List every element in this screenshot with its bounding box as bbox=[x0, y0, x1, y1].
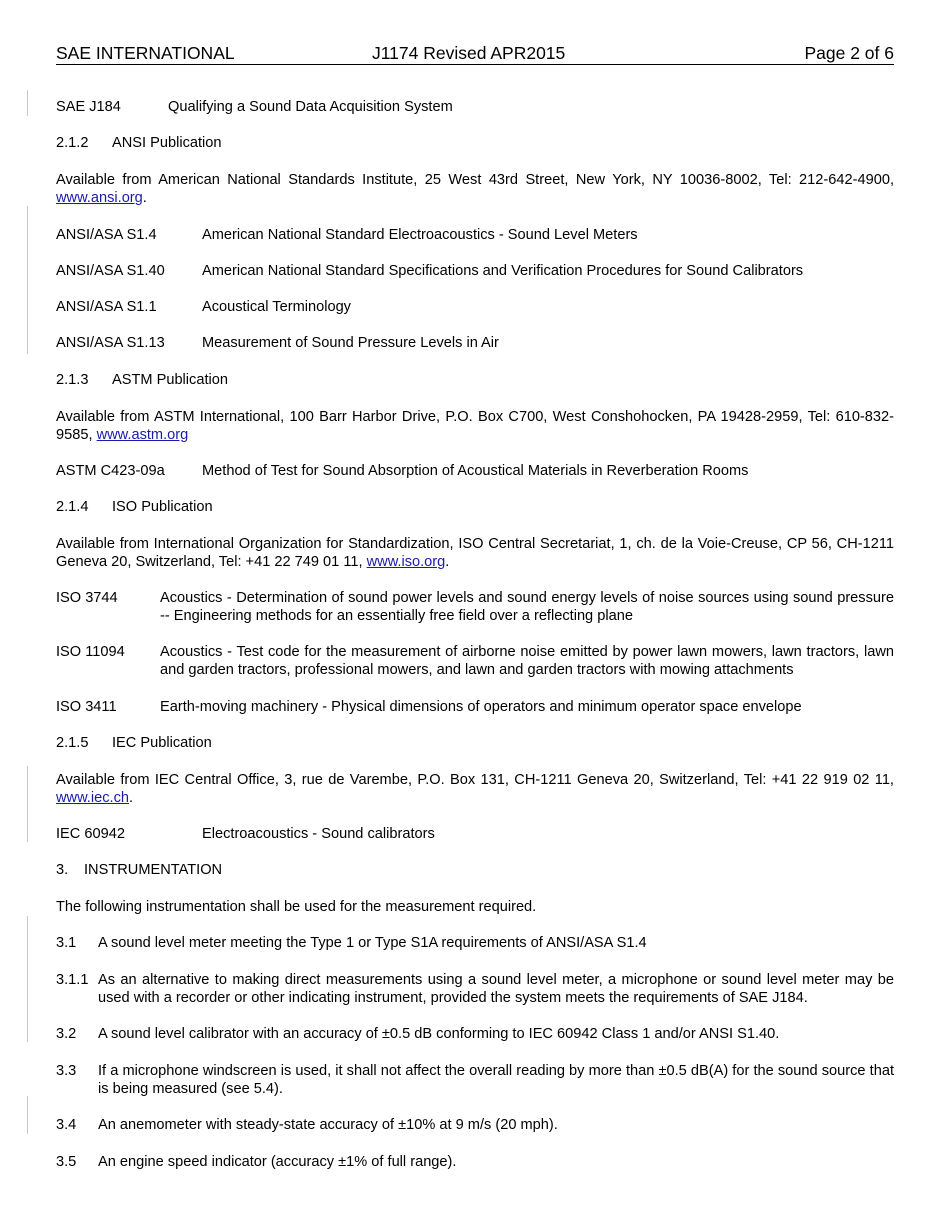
section-heading: ISO Publication bbox=[112, 499, 213, 515]
section-heading: ANSI Publication bbox=[112, 135, 222, 151]
ref-title: Measurement of Sound Pressure Levels in Air bbox=[202, 335, 499, 351]
availability-paragraph: Available from International Organization for Standardization, ISO Central Secretariat, 1, ch. de la Voie-Creuse, CP 56, CH-1211 Geneva 20, Switzerland, Tel: +41 22 749 01 11, www.iso.org. bbox=[56, 536, 894, 570]
ref-title: Method of Test for Sound Absorption of Acoustical Materials in Reverberation Rooms bbox=[202, 463, 749, 479]
item-number: 3.1.1 bbox=[56, 972, 89, 988]
ref-code: SAE J184 bbox=[56, 99, 121, 115]
ref-code: ANSI/ASA S1.13 bbox=[56, 335, 165, 351]
section-number: 2.1.2 bbox=[56, 135, 89, 151]
change-bar bbox=[27, 90, 28, 116]
item-number: 3.3 bbox=[56, 1063, 77, 1079]
iso-link[interactable]: www.iso.org bbox=[366, 554, 446, 570]
item-text: A sound level calibrator with an accuracy of ±0.5 dB conforming to IEC 60942 Class 1 and/or ANSI S1.40. bbox=[98, 1026, 780, 1042]
section-heading: IEC Publication bbox=[112, 735, 212, 751]
item-text: As an alternative to making direct measurements using a sound level meter, a microphone or sound level meter may be used with a recorder or other indicating instrument, provided the system meets the requirements of SAE J184. bbox=[98, 972, 894, 1006]
section-number: 2.1.5 bbox=[56, 735, 89, 751]
header-page-number: Page 2 of 6 bbox=[804, 43, 894, 63]
ref-code: ANSI/ASA S1.40 bbox=[56, 263, 165, 279]
item-number: 3.5 bbox=[56, 1154, 77, 1170]
item-text: If a microphone windscreen is used, it shall not affect the overall reading by more than ±0.5 dB(A) for the sound source that is being measured (see 5.4). bbox=[98, 1063, 894, 1097]
change-bar bbox=[27, 206, 28, 354]
item-text: An engine speed indicator (accuracy ±1% of full range). bbox=[98, 1154, 457, 1170]
item-number: 3.2 bbox=[56, 1026, 77, 1042]
ref-code: ISO 3744 bbox=[56, 590, 118, 606]
ref-code: ANSI/ASA S1.1 bbox=[56, 299, 157, 315]
section-heading: ASTM Publication bbox=[112, 372, 228, 388]
section-number: 2.1.4 bbox=[56, 499, 89, 515]
ref-code: ASTM C423-09a bbox=[56, 463, 165, 479]
item-text: A sound level meter meeting the Type 1 or Type S1A requirements of ANSI/ASA S1.4 bbox=[98, 935, 647, 951]
availability-paragraph bbox=[56, 408, 894, 444]
ref-code: ISO 3411 bbox=[56, 699, 117, 715]
availability-paragraph: Available from IEC Central Office, 3, rue de Varembe, P.O. Box 131, CH-1211 Geneva 20, Switzerland, Tel: +41 22 919 02 11, www.iec.ch. bbox=[56, 772, 894, 806]
item-text: An anemometer with steady-state accuracy of ±10% at 9 m/s (20 mph). bbox=[98, 1117, 558, 1133]
ref-title: Acoustics - Determination of sound power levels and sound energy levels of noise sources using sound pressure -- Engineering methods for an essentially free field over a reflecting plane bbox=[160, 590, 894, 624]
section-number: 3. bbox=[56, 862, 69, 878]
availability-paragraph: Available from American National Standards Institute, 25 West 43rd Street, New York, NY 10036-8002, Tel: 212-642-4900, www.ansi.org. bbox=[56, 172, 894, 206]
section-heading: INSTRUMENTATION bbox=[84, 862, 223, 878]
ref-title: Earth-moving machinery - Physical dimensions of operators and minimum operator space envelope bbox=[160, 699, 802, 715]
astm-link[interactable]: www.astm.org bbox=[96, 427, 189, 443]
ref-title: Acoustical Terminology bbox=[202, 299, 351, 315]
ref-code: ISO 11094 bbox=[56, 644, 125, 660]
header-org: SAE INTERNATIONAL bbox=[56, 43, 235, 63]
item-number: 3.1 bbox=[56, 935, 77, 951]
ref-code: IEC 60942 bbox=[56, 826, 125, 842]
instrumentation-intro: The following instrumentation shall be used for the measurement required. bbox=[56, 899, 537, 915]
availability-text: Available from ASTM International, 100 Barr Harbor Drive, P.O. Box C700, West Conshohocken, PA 19428-2959, Tel: 610-832-9585, bbox=[56, 409, 894, 443]
ref-title: Acoustics - Test code for the measurement of airborne noise emitted by power lawn mowers, lawn tractors, lawn and garden tractors, professional mowers, and lawn and garden tractors with mowing attachments bbox=[160, 644, 894, 678]
ansi-link[interactable]: www.ansi.org bbox=[56, 190, 143, 206]
change-bar bbox=[27, 766, 28, 842]
page-header bbox=[56, 44, 894, 65]
availability-text: Available from IEC Central Office, 3, rue de Varembe, P.O. Box 131, CH-1211 Geneva 20, Switzerland, Tel: +41 22 919 02 11, bbox=[56, 772, 894, 788]
ref-title: American National Standard Electroacoustics - Sound Level Meters bbox=[202, 227, 638, 243]
ref-title: Electroacoustics - Sound calibrators bbox=[202, 826, 435, 842]
ref-title: Qualifying a Sound Data Acquisition System bbox=[168, 99, 453, 115]
item-number: 3.4 bbox=[56, 1117, 77, 1133]
section-number: 2.1.3 bbox=[56, 372, 89, 388]
availability-text: Available from International Organization for Standardization, ISO Central Secretariat, 1, ch. de la Voie-Creuse, CP 56, CH-1211 Geneva 20, Switzerland, Tel: +41 22 749 01 11, bbox=[56, 536, 894, 570]
change-bar bbox=[27, 916, 28, 1042]
ref-code: ANSI/ASA S1.4 bbox=[56, 227, 157, 243]
availability-text: Available from American National Standards Institute, 25 West 43rd Street, New York, NY 10036-8002, Tel: 212-642-4900, bbox=[56, 172, 894, 188]
iec-link[interactable]: www.iec.ch bbox=[56, 790, 129, 806]
header-doc-id: J1174 Revised APR2015 bbox=[372, 43, 566, 63]
change-bar bbox=[27, 1096, 28, 1134]
ref-title: American National Standard Specifications and Verification Procedures for Sound Calibrators bbox=[202, 263, 804, 279]
